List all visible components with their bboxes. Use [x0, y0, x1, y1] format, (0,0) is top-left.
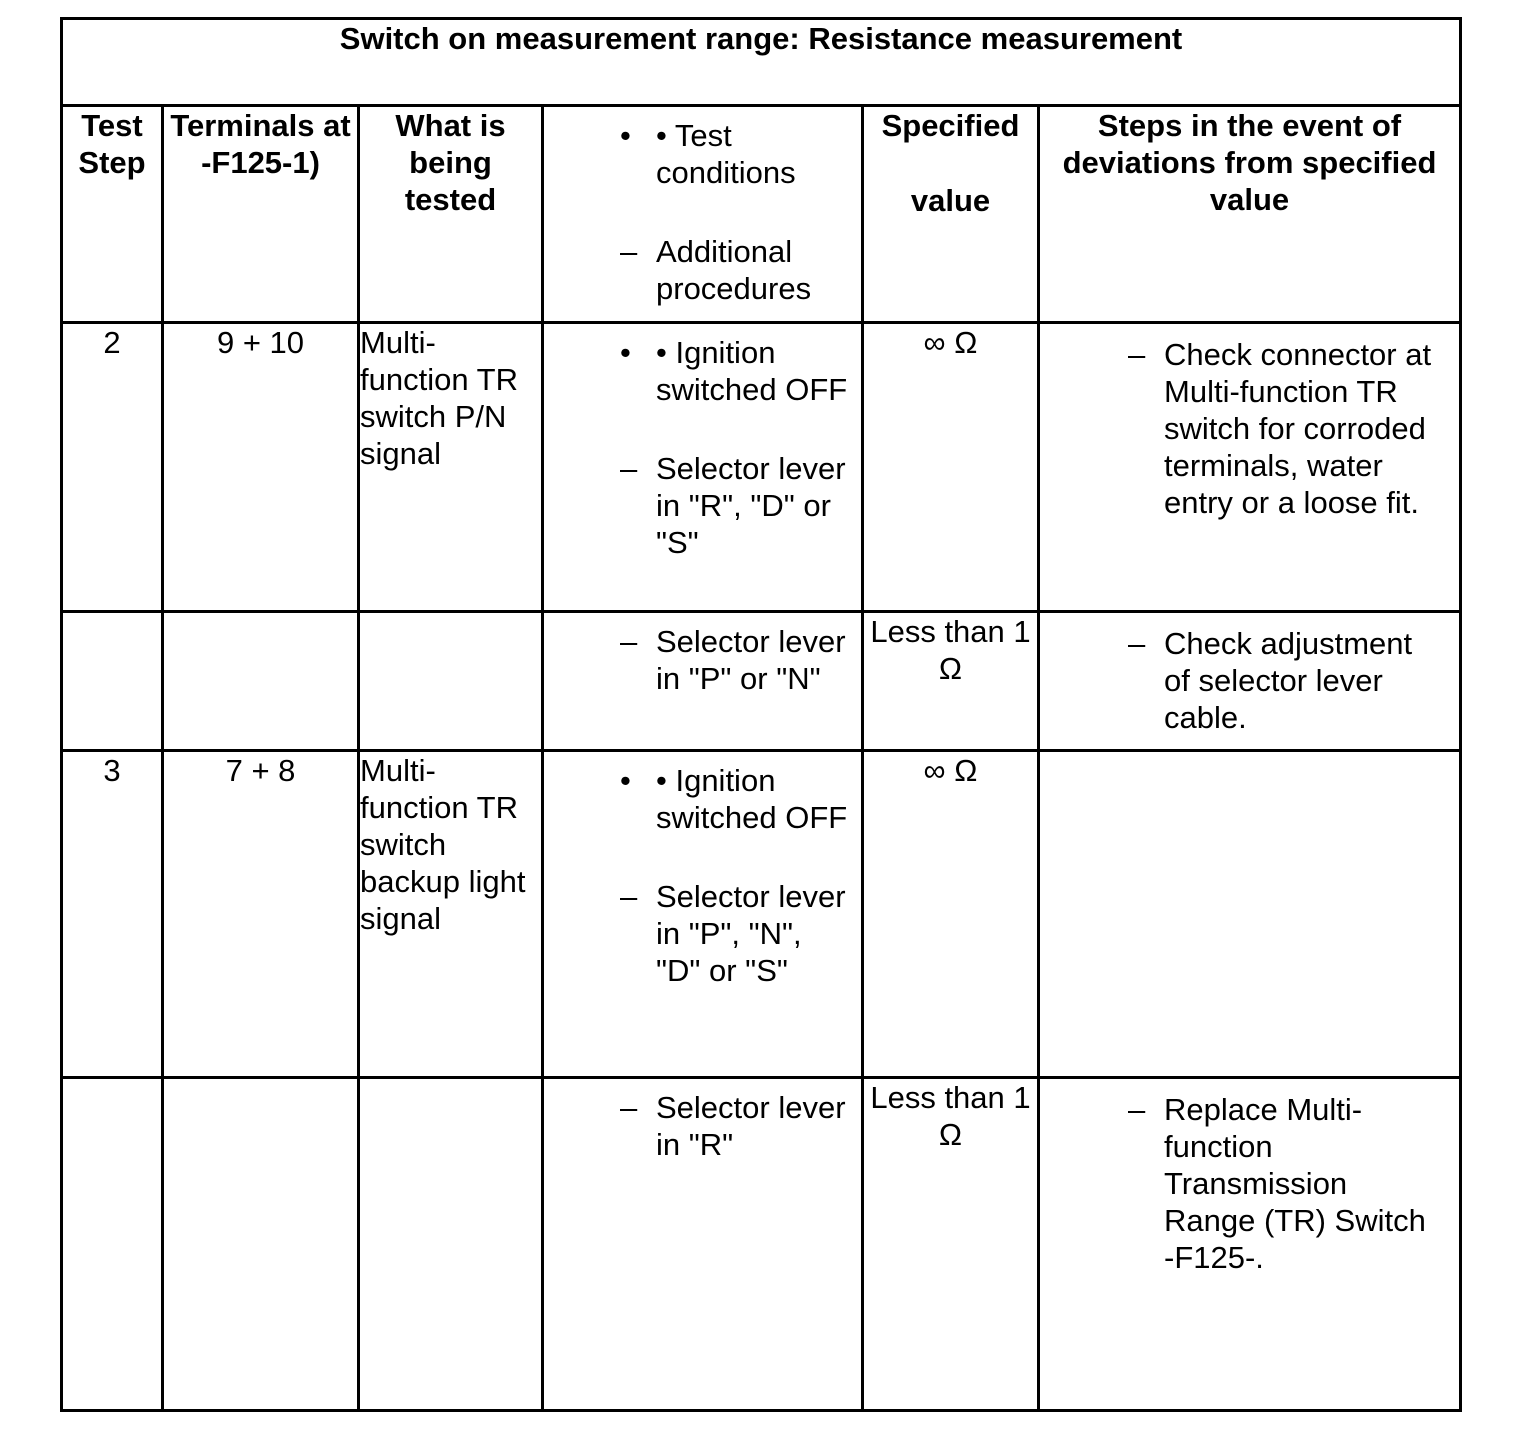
cell-specified-value: Less than 1 Ω — [863, 1078, 1039, 1411]
dash-icon: – — [620, 234, 638, 269]
cell-test-step — [62, 612, 163, 751]
header-condition-bullet — [620, 117, 851, 191]
cell-what-tested: Multi-function TR switch P/N signal — [359, 323, 543, 612]
condition-dash — [620, 450, 851, 561]
header-condition-bullet-text: • Test conditions — [656, 118, 796, 190]
bullet-icon: • — [620, 335, 631, 370]
condition-dash-text: Selector lever in "R" — [656, 1090, 846, 1162]
action-text: Check connector at Multi-function TR switch for corroded terminals, water entry or a loose fit. — [1164, 337, 1432, 520]
action-item — [1128, 625, 1441, 736]
cell-terminals — [163, 612, 359, 751]
condition-dash — [620, 623, 851, 697]
bullet-icon: • — [620, 763, 631, 798]
condition-bullet-text: • Ignition switched OFF — [656, 335, 848, 407]
condition-dash-text: Selector lever in "P" or "N" — [656, 624, 846, 696]
cell-specified-value: Less than 1 Ω — [863, 612, 1039, 751]
cell-terminals: 7 + 8 — [163, 751, 359, 1078]
condition-bullet-text: • Ignition switched OFF — [656, 763, 848, 835]
cell-what-tested — [359, 1078, 543, 1411]
title-row — [62, 19, 1461, 106]
cell-test-step: 2 — [62, 323, 163, 612]
bullet-icon: • — [620, 118, 631, 153]
table-row — [62, 612, 1461, 751]
condition-dash — [620, 878, 851, 989]
cell-specified-value: ∞ Ω — [863, 323, 1039, 612]
cell-what-tested — [359, 612, 543, 751]
cell-test-step: 3 — [62, 751, 163, 1078]
header-specified-value — [863, 106, 1039, 323]
header-test-step: Test Step — [62, 106, 163, 323]
condition-dash — [620, 1089, 851, 1163]
dash-icon: – — [1128, 1092, 1146, 1127]
action-text: Check adjustment of selector lever cable. — [1164, 626, 1413, 735]
table-row — [62, 323, 1461, 612]
action-item — [1128, 1091, 1441, 1276]
resistance-measurement-table — [60, 17, 1462, 1412]
dash-icon: – — [620, 1090, 638, 1125]
cell-conditions — [543, 323, 863, 612]
dash-icon: – — [620, 451, 638, 486]
condition-bullet — [620, 762, 851, 836]
header-what-tested: What is being tested — [359, 106, 543, 323]
cell-steps — [1039, 1078, 1461, 1411]
cell-steps — [1039, 323, 1461, 612]
action-text: Replace Multi-function Transmission Range (TR) Switch -F125-. — [1164, 1092, 1426, 1275]
table-row — [62, 751, 1461, 1078]
cell-specified-value: ∞ Ω — [863, 751, 1039, 1078]
cell-what-tested: Multi-function TR switch backup light signal — [359, 751, 543, 1078]
dash-icon: – — [1128, 337, 1146, 372]
cell-test-step — [62, 1078, 163, 1411]
table-row — [62, 1078, 1461, 1411]
header-specified-line2: value — [910, 183, 991, 218]
condition-dash-text: Selector lever in "R", "D" or "S" — [656, 451, 846, 560]
condition-dash-text: Selector lever in "P", "N", "D" or "S" — [656, 879, 846, 988]
header-conditions — [543, 106, 863, 323]
cell-terminals: 9 + 10 — [163, 323, 359, 612]
table-title: Switch on measurement range: Resistance measurement — [62, 19, 1461, 106]
dash-icon: – — [620, 879, 638, 914]
cell-conditions — [543, 612, 863, 751]
cell-steps — [1039, 612, 1461, 751]
condition-bullet — [620, 334, 851, 408]
dash-icon: – — [620, 624, 638, 659]
header-row — [62, 106, 1461, 323]
cell-terminals — [163, 1078, 359, 1411]
dash-icon: – — [1128, 626, 1146, 661]
header-terminals: Terminals at -F125-1) — [163, 106, 359, 323]
header-steps-deviation: Steps in the event of deviations from specified value — [1039, 106, 1461, 323]
cell-conditions — [543, 751, 863, 1078]
header-condition-dash — [620, 233, 851, 307]
cell-conditions — [543, 1078, 863, 1411]
header-specified-line1: Specified — [881, 108, 1020, 143]
cell-steps — [1039, 751, 1461, 1078]
action-item — [1128, 336, 1441, 521]
header-condition-dash-text: Additional procedures — [656, 234, 812, 306]
